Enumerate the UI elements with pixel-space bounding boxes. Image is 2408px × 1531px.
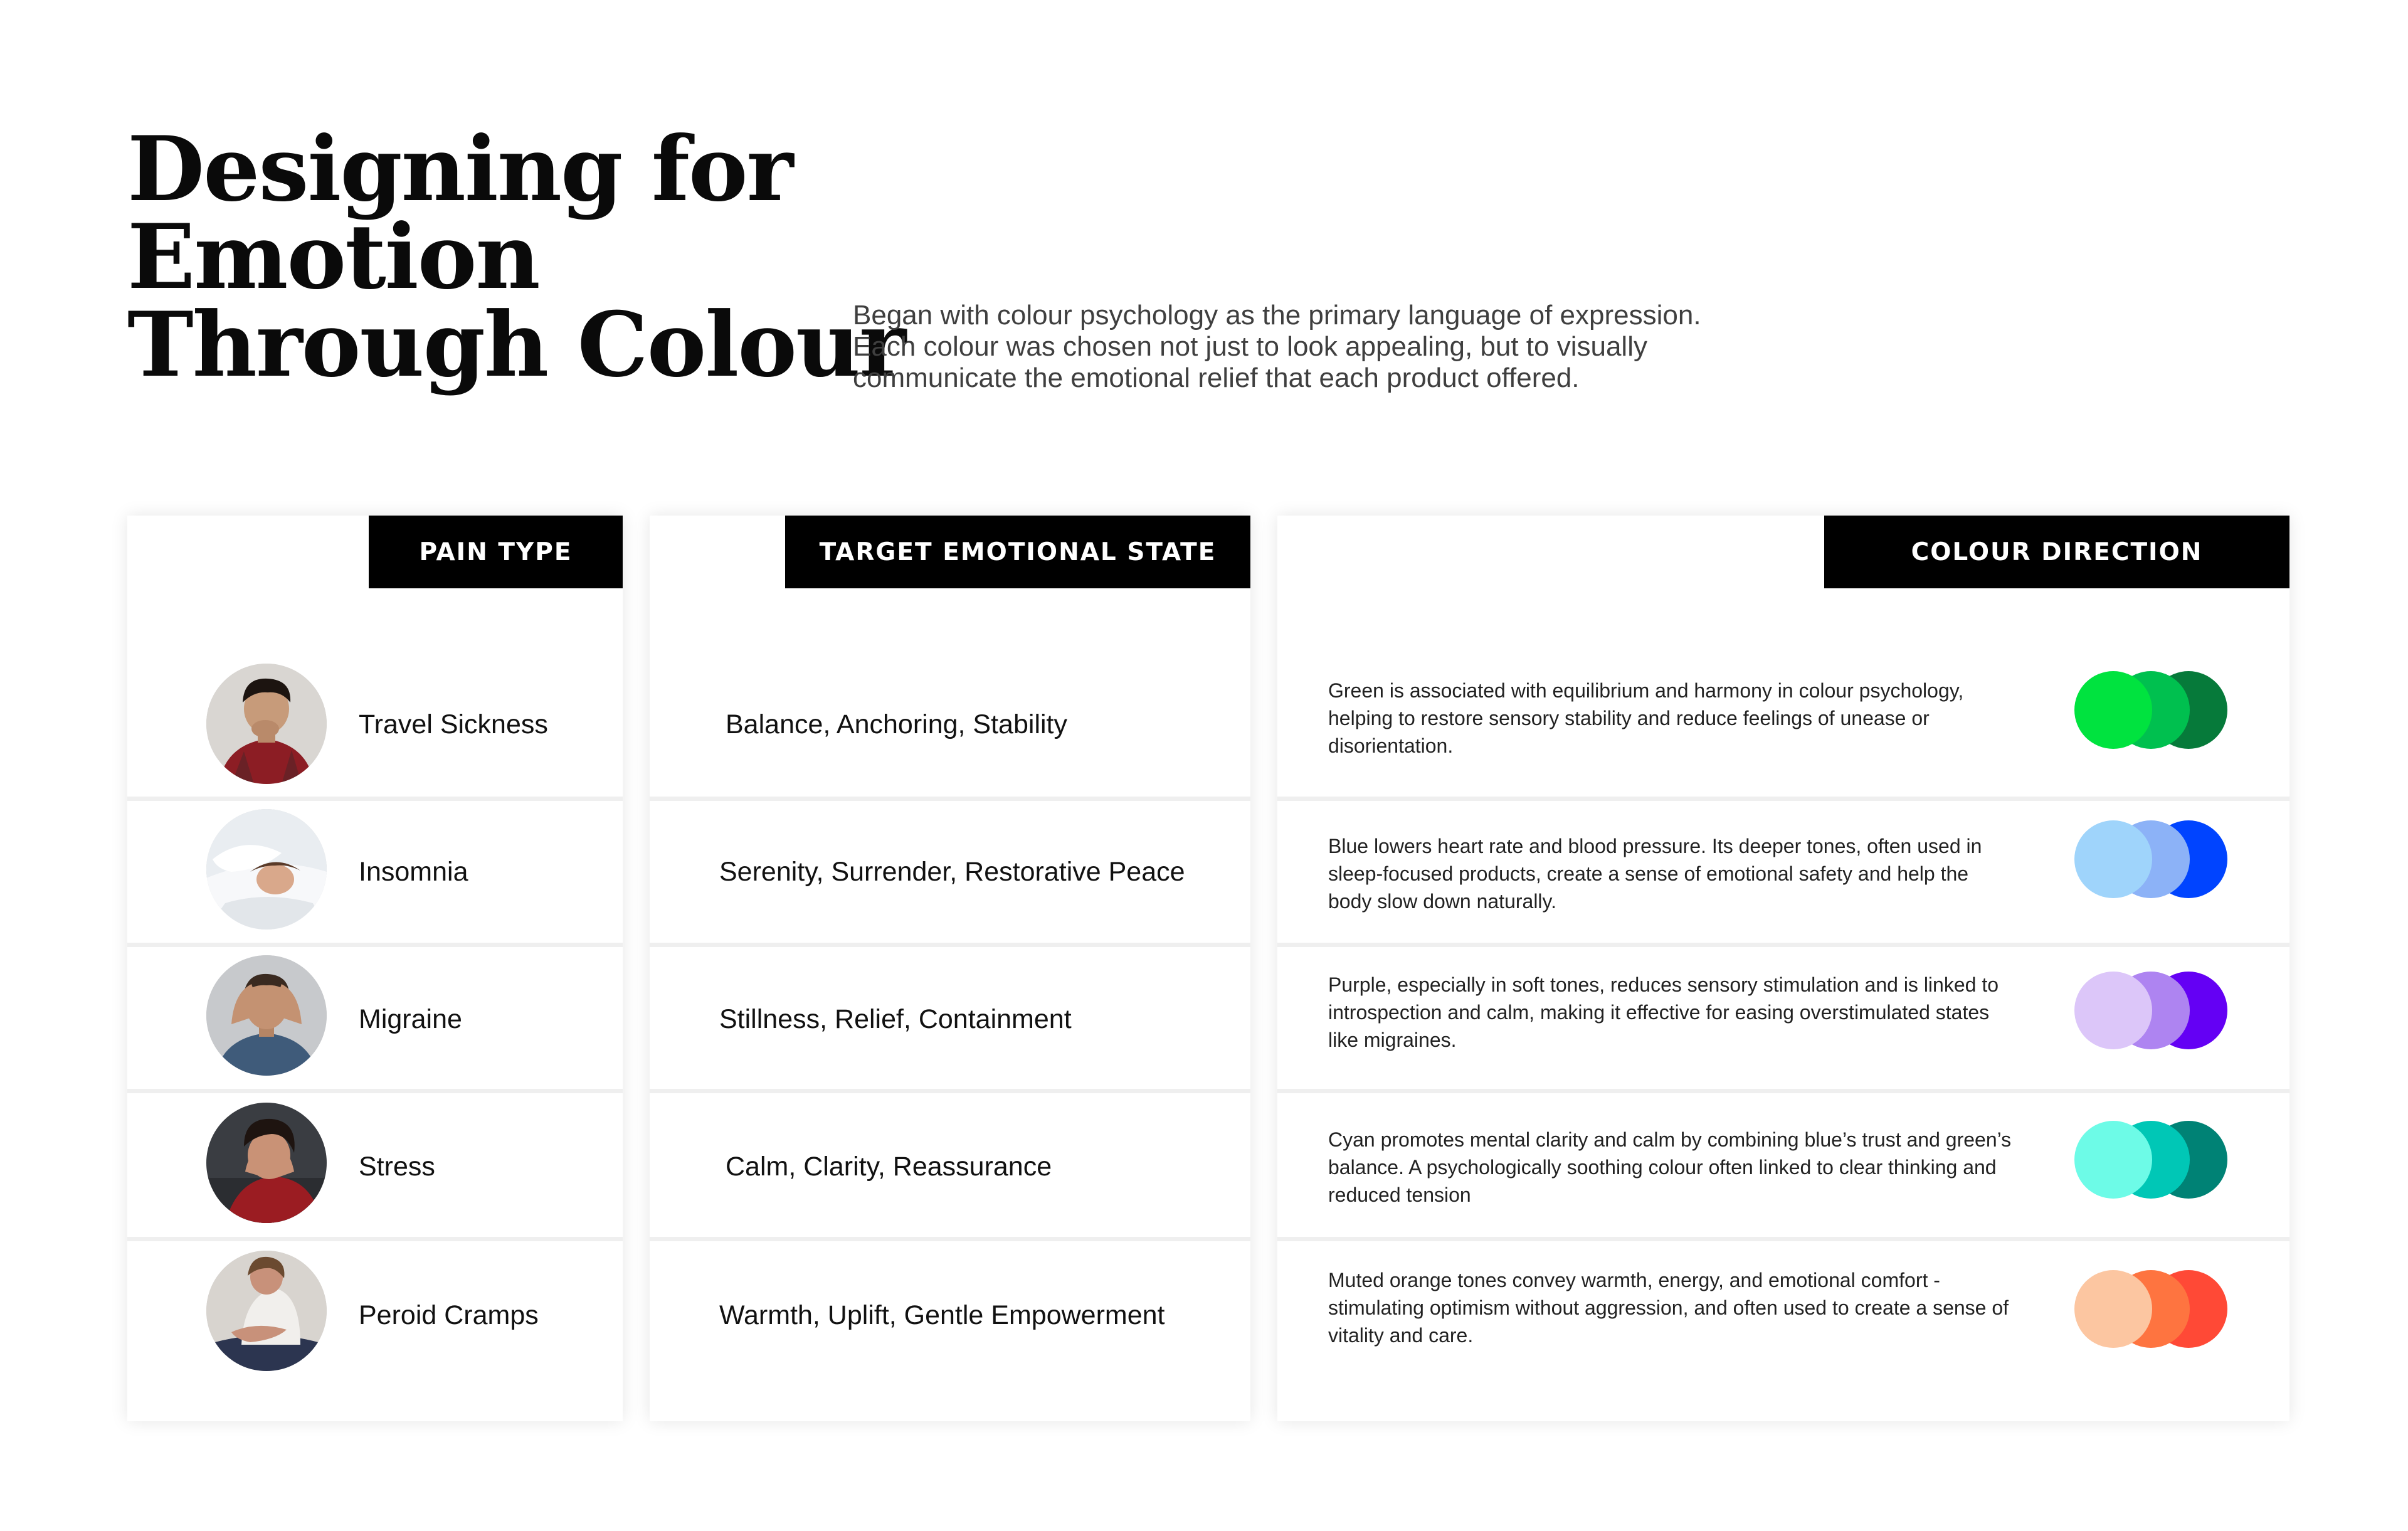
colour-description-insomnia: Blue lowers heart rate and blood pressure. Its deeper tones, often used in sleep-focused products, create a sense of emotional safety and help the body slow down naturally. <box>1328 835 1982 913</box>
colour-swatch <box>2074 972 2152 1049</box>
colour-description-period-cramps: Muted orange tones convey warmth, energy, and emotional comfort - stimulating optimism without aggression, and often used to create a sense of vitality and care. <box>1328 1269 2009 1347</box>
target-emotional-state-header: TARGET EMOTIONAL STATE <box>785 516 1250 588</box>
page-title <box>127 117 906 397</box>
target-emotional-state-column <box>650 516 1250 1421</box>
pain-label-stress: Stress <box>359 1152 435 1182</box>
swatch-group-insomnia <box>2074 820 2227 898</box>
person-stress-icon <box>206 1103 327 1223</box>
intro-paragraph: Began with colour psychology as the primary language of expression. Each colour was chosen not just to look appealing, but to visually communicate the emotional relief that each product offered. <box>853 300 1701 393</box>
pain-label-insomnia: Insomnia <box>359 857 468 887</box>
row-divider <box>650 943 1250 947</box>
pain-label-travel-sickness: Travel Sickness <box>359 709 548 739</box>
row-divider <box>650 1089 1250 1093</box>
pain-type-header: PAIN TYPE <box>369 516 623 588</box>
emotion-label-insomnia: Serenity, Surrender, Restorative Peace <box>719 857 1185 887</box>
avatar-stress <box>206 1103 327 1223</box>
person-migraine-icon <box>206 955 327 1076</box>
colour-description-stress: Cyan promotes mental clarity and calm by combining blue’s trust and green’s balance. A psychologically soothing colour often linked to clear thinking and reduced tension <box>1328 1128 2012 1206</box>
emotion-label-migraine: Stillness, Relief, Containment <box>719 1004 1072 1034</box>
person-travel-sickness-icon <box>206 664 327 784</box>
row-divider <box>1277 797 2289 801</box>
pain-type-column <box>127 516 623 1421</box>
row-divider <box>1277 1089 2289 1093</box>
row-divider <box>650 1237 1250 1241</box>
person-insomnia-icon <box>206 809 327 930</box>
row-divider <box>1277 943 2289 947</box>
colour-swatch <box>2074 1270 2152 1348</box>
colour-description-travel-sickness: Green is associated with equilibrium and harmony in colour psychology, helping to restore sensory stability and reduce feelings of unease or disorientation. <box>1328 679 1964 757</box>
pain-label-migraine: Migraine <box>359 1004 462 1034</box>
colour-direction-header: COLOUR DIRECTION <box>1824 516 2289 588</box>
row-divider <box>127 1089 623 1093</box>
row-divider <box>127 943 623 947</box>
colour-description-migraine: Purple, especially in soft tones, reduces sensory stimulation and is linked to introspection and calm, making it effective for easing overstimulated states like migraines. <box>1328 973 1999 1051</box>
title-line-3: Through Colour <box>127 293 906 397</box>
swatch-group-period-cramps <box>2074 1270 2227 1348</box>
swatch-group-travel-sickness <box>2074 671 2227 749</box>
avatar-period-cramps <box>206 1251 327 1371</box>
emotion-label-travel-sickness: Balance, Anchoring, Stability <box>726 709 1067 739</box>
colour-swatch <box>2074 820 2152 898</box>
row-divider <box>127 1237 623 1241</box>
row-divider <box>1277 1237 2289 1241</box>
colour-swatch <box>2074 1121 2152 1199</box>
title-line-2: Emotion <box>127 205 539 309</box>
swatch-group-stress <box>2074 1121 2227 1199</box>
emotion-label-period-cramps: Warmth, Uplift, Gentle Empowerment <box>719 1300 1165 1330</box>
avatar-insomnia <box>206 809 327 930</box>
pain-label-period-cramps: Peroid Cramps <box>359 1300 539 1330</box>
avatar-migraine <box>206 955 327 1076</box>
emotion-label-stress: Calm, Clarity, Reassurance <box>726 1152 1052 1182</box>
colour-direction-column <box>1277 516 2289 1421</box>
title-line-1: Designing for <box>127 117 793 221</box>
person-period-cramps-icon <box>206 1251 327 1371</box>
row-divider <box>127 797 623 801</box>
row-divider <box>650 797 1250 801</box>
avatar-travel-sickness <box>206 664 327 784</box>
colour-swatch <box>2074 671 2152 749</box>
swatch-group-migraine <box>2074 972 2227 1049</box>
